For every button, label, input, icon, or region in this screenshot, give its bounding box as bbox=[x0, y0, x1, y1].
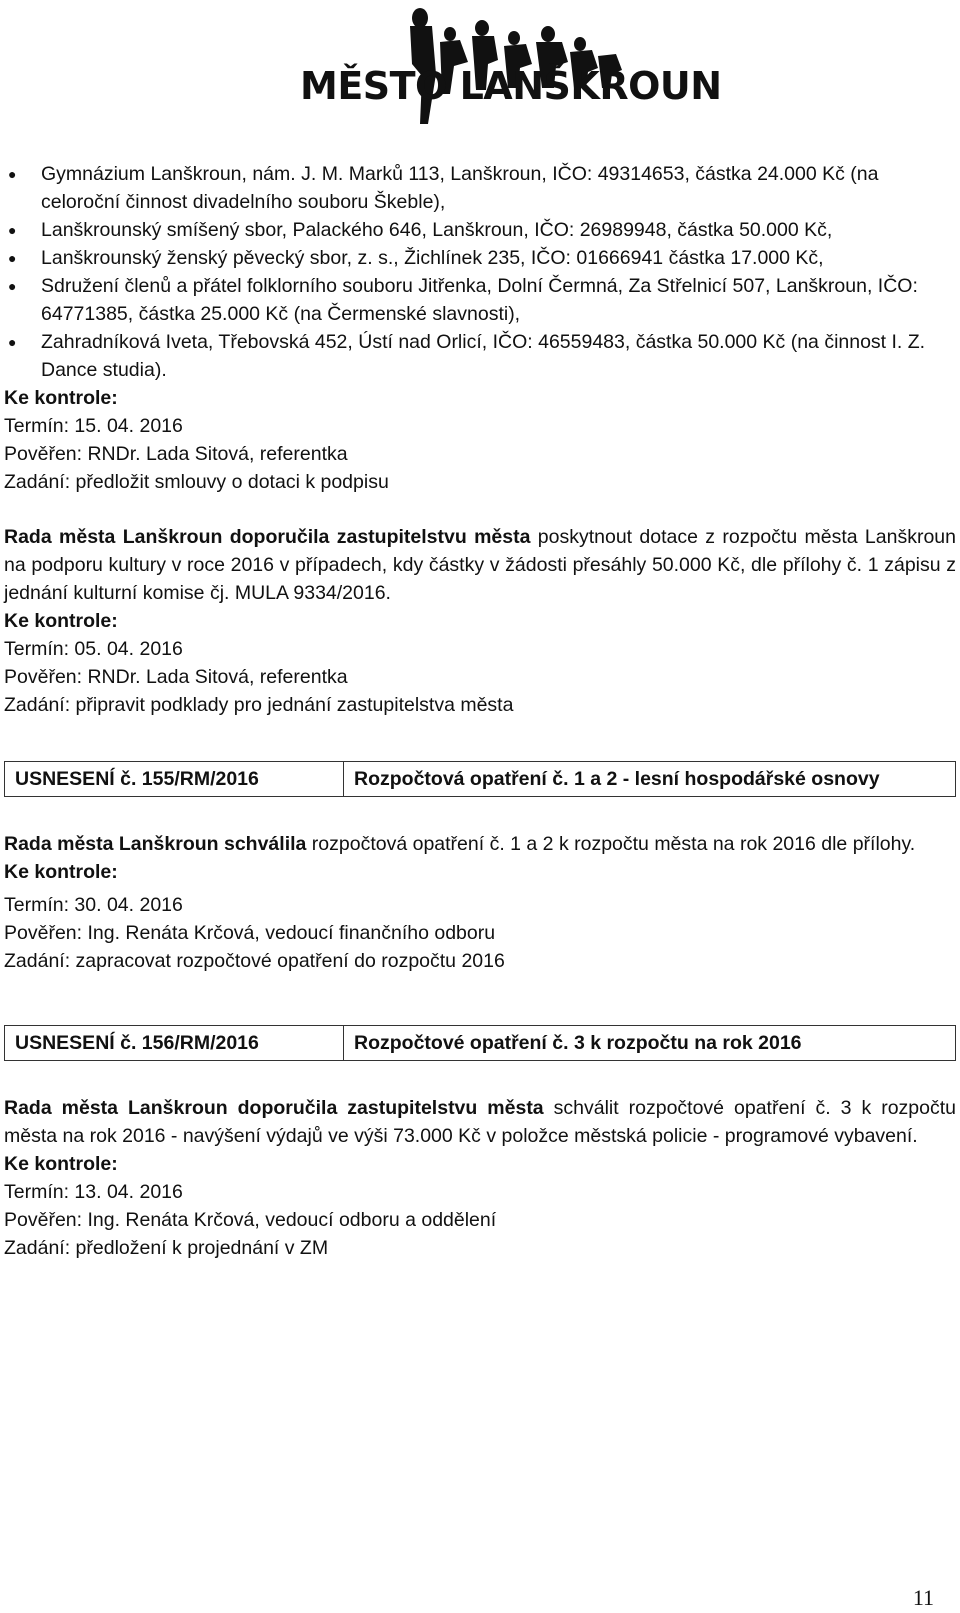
bullet-icon: ● bbox=[8, 334, 17, 350]
resolution-title: Rozpočtová opatření č. 1 a 2 - lesní hospodářské osnovy bbox=[344, 762, 956, 797]
task: Zadání: předložení k projednání v ZM bbox=[4, 1237, 329, 1259]
assignee: Pověřen: Ing. Renáta Krčová, vedoucí odboru a oddělení bbox=[4, 1209, 497, 1231]
resolution-paragraph: Rada města Lanškroun doporučila zastupitelstvu města schválit rozpočtové opatření č. 3 k rozpočtu města na rok 2016 - navýšení výdajů ve výši 73.000 Kč v položce městská policie - programové vybavení. bbox=[4, 1097, 956, 1147]
bullet-icon: ● bbox=[8, 250, 17, 266]
page-number: 11 bbox=[912, 1585, 934, 1610]
control-block-1 bbox=[4, 384, 956, 496]
resolution-header-155 bbox=[4, 761, 956, 797]
list-item: ● Sdružení členů a přátel folklorního souboru Jitřenka, Dolní Čermná, Za Střelnicí 507, Lanškroun, IČO: 64771385, částka 25.000 Kč (na Čermenské slavnosti), bbox=[4, 272, 956, 328]
list-item: ● Lanškrounský ženský pěvecký sbor, z. s., Žichlínek 235, IČO: 01666941 částka 17.000 Kč, bbox=[4, 244, 956, 272]
resolution-text-block bbox=[4, 523, 956, 719]
control-heading: Ke kontrole: bbox=[4, 610, 118, 632]
bullet-icon: ● bbox=[8, 166, 17, 182]
control-heading: Ke kontrole: bbox=[4, 387, 118, 409]
control-heading: Ke kontrole: bbox=[4, 1153, 118, 1175]
document-body bbox=[4, 160, 956, 1262]
resolution-155-body bbox=[4, 830, 956, 975]
resolution-number: USNESENÍ č. 156/RM/2016 bbox=[5, 1026, 344, 1061]
bullet-icon: ● bbox=[8, 222, 17, 238]
task: Zadání: předložit smlouvy o dotaci k podpisu bbox=[4, 471, 389, 493]
resolution-paragraph: Rada města Lanškroun doporučila zastupitelstvu města poskytnout dotace z rozpočtu města Lanškroun na podporu kultury v roce 2016 v případech, kdy částky v žádosti přesáhly 50.000 Kč, dle přílohy č. 1 zápisu z jednání kulturní komise čj. MULA 9334/2016. bbox=[4, 526, 956, 604]
assignee: Pověřen: Ing. Renáta Krčová, vedoucí finančního odboru bbox=[4, 922, 496, 944]
deadline: Termín: 13. 04. 2016 bbox=[4, 1181, 183, 1203]
resolution-number: USNESENÍ č. 155/RM/2016 bbox=[5, 762, 344, 797]
assignee: Pověřen: RNDr. Lada Sitová, referentka bbox=[4, 666, 348, 688]
list-item: ● Zahradníková Iveta, Třebovská 452, Ústí nad Orlicí, IČO: 46559483, částka 50.000 Kč (na činnost I. Z. Dance studia). bbox=[4, 328, 956, 384]
grant-recipient-list bbox=[4, 160, 956, 384]
deadline: Termín: 15. 04. 2016 bbox=[4, 415, 183, 437]
resolution-paragraph: Rada města Lanškroun schválila rozpočtová opatření č. 1 a 2 k rozpočtu města na rok 2016 dle přílohy. bbox=[4, 833, 916, 855]
assignee: Pověřen: RNDr. Lada Sitová, referentka bbox=[4, 443, 348, 465]
bullet-icon: ● bbox=[8, 278, 17, 294]
control-heading: Ke kontrole: bbox=[4, 861, 118, 883]
resolution-title: Rozpočtové opatření č. 3 k rozpočtu na rok 2016 bbox=[344, 1026, 956, 1061]
logo-text: MĚSTO LANŠKROUN bbox=[300, 64, 722, 108]
city-logo bbox=[300, 4, 722, 130]
resolution-156-body bbox=[4, 1094, 956, 1262]
list-item: ● Gymnázium Lanškroun, nám. J. M. Marků 113, Lanškroun, IČO: 49314653, částka 24.000 Kč (na celoroční činnost divadelního souboru Škeble), bbox=[4, 160, 956, 216]
deadline: Termín: 30. 04. 2016 bbox=[4, 894, 183, 916]
list-item: ● Lanškrounský smíšený sbor, Palackého 646, Lanškroun, IČO: 26989948, částka 50.000 Kč, bbox=[4, 216, 956, 244]
task: Zadání: připravit podklady pro jednání zastupitelstva města bbox=[4, 694, 514, 716]
deadline: Termín: 05. 04. 2016 bbox=[4, 638, 183, 660]
task: Zadání: zapracovat rozpočtové opatření do rozpočtu 2016 bbox=[4, 950, 505, 972]
resolution-header-156 bbox=[4, 1025, 956, 1061]
